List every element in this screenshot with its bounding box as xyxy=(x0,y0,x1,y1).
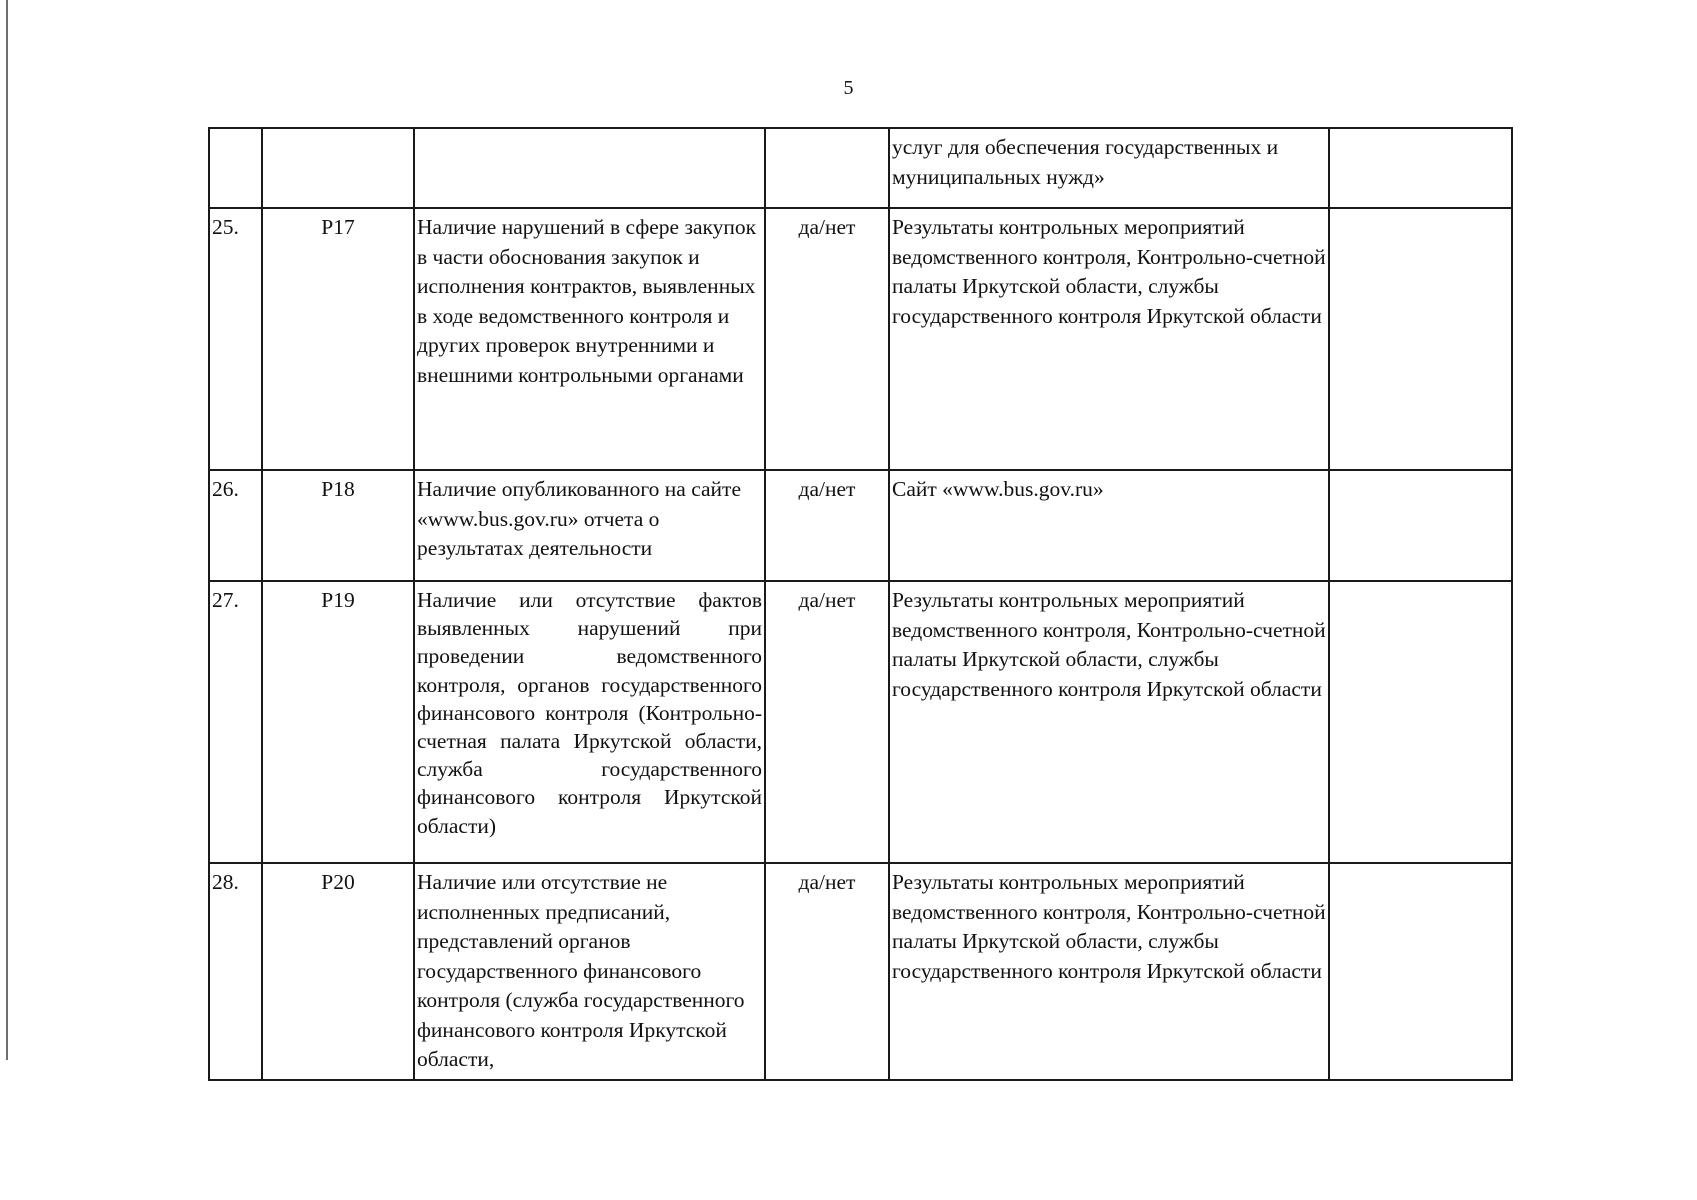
row-number-cell: 27. xyxy=(209,581,262,863)
extra-cell xyxy=(1329,128,1512,208)
source-cell: Результаты контрольных мероприятий ведомственного контроля, Контрольно-счетной палаты Иркутской области, службы государственного контроля Иркутской области xyxy=(889,581,1329,863)
source-cell: услуг для обеспечения государственных и муниципальных нужд» xyxy=(889,128,1329,208)
unit-cell xyxy=(765,128,889,208)
indicator-name-cell xyxy=(414,128,765,208)
extra-cell xyxy=(1329,208,1512,470)
indicator-name-cell: Наличие опубликованного на сайте «www.bus.gov.ru» отчета о результатах деятельности xyxy=(414,470,765,581)
indicators-table xyxy=(208,127,1513,1081)
extra-cell xyxy=(1329,470,1512,581)
source-cell: Результаты контрольных мероприятий ведомственного контроля, Контрольно-счетной палаты Иркутской области, службы государственного контроля Иркутской области xyxy=(889,208,1329,470)
unit-cell: да/нет xyxy=(765,581,889,863)
row-number-cell: 28. xyxy=(209,863,262,1080)
indicator-name-cell: Наличие нарушений в сфере закупок в части обоснования закупок и исполнения контрактов, выявленных в ходе ведомственного контроля и других проверок внутренними и внешними контрольными органами xyxy=(414,208,765,470)
table-row xyxy=(209,863,1512,1080)
indicator-name-cell: Наличие или отсутствие фактов выявленных нарушений при проведении ведомственного контроля, органов государственного финансового контроля (Контрольно-счетная палата Иркутской области, служба государственного финансового контроля Иркутской области) xyxy=(414,581,765,863)
row-number-cell: 25. xyxy=(209,208,262,470)
indicator-code-cell: Р18 xyxy=(262,470,414,581)
table-row xyxy=(209,208,1512,470)
unit-cell: да/нет xyxy=(765,208,889,470)
source-cell: Сайт «www.bus.gov.ru» xyxy=(889,470,1329,581)
extra-cell xyxy=(1329,581,1512,863)
unit-cell: да/нет xyxy=(765,863,889,1080)
row-number-cell xyxy=(209,128,262,208)
row-number-cell: 26. xyxy=(209,470,262,581)
page-left-edge xyxy=(6,0,8,1060)
indicator-code-cell: Р19 xyxy=(262,581,414,863)
extra-cell xyxy=(1329,863,1512,1080)
indicator-code-cell: Р20 xyxy=(262,863,414,1080)
indicator-code-cell xyxy=(262,128,414,208)
page-number: 5 xyxy=(843,77,854,99)
table-row xyxy=(209,128,1512,208)
indicator-name-cell: Наличие или отсутствие не исполненных предписаний, представлений органов государственного финансового контроля (служба государственного финансового контроля Иркутской области, xyxy=(414,863,765,1080)
table-row xyxy=(209,581,1512,863)
source-cell: Результаты контрольных мероприятий ведомственного контроля, Контрольно-счетной палаты Иркутской области, службы государственного контроля Иркутской области xyxy=(889,863,1329,1080)
unit-cell: да/нет xyxy=(765,470,889,581)
indicator-code-cell: Р17 xyxy=(262,208,414,470)
table-row xyxy=(209,470,1512,581)
